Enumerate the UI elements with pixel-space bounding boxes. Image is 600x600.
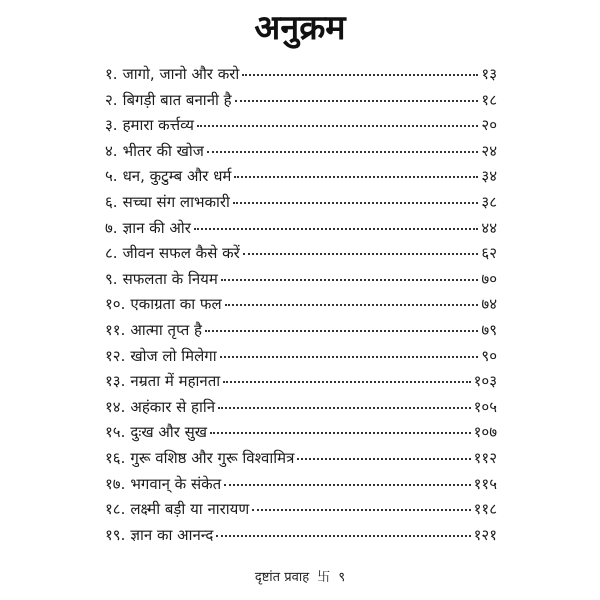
toc-entry-number: १४. [105,397,126,416]
dot-leader [205,330,478,332]
toc-entry-title: भगवान् के संकेत [130,474,222,493]
toc-entry-page: ९० [481,346,497,365]
toc-entry-number: १३. [105,372,126,391]
toc-entry-page: १८ [481,90,497,109]
dot-leader [235,100,479,102]
toc-entry[interactable] [105,397,497,423]
footer-book-title: दृष्टांत प्रवाह [254,570,310,585]
toc-entry-title: ज्ञान की ओर [122,218,191,237]
toc-entry-number: ३. [105,116,118,135]
toc-entry-title: एकाग्रता का फल [130,295,222,314]
toc-entry-number: १०. [105,295,126,314]
footer-page-number: ९ [338,570,346,585]
toc-entry-title: बिगड़ी बात बनानी है [122,90,232,109]
toc-entry-page: ७४ [481,295,497,314]
toc-entry[interactable] [105,499,497,525]
toc-entry-title: हमारा कर्त्तव्य [122,116,194,135]
dot-leader [220,356,479,358]
dot-leader [223,381,470,383]
toc-entry-title: जीवन सफल कैसे करें [122,244,240,263]
toc-entry-page: ११५ [473,474,497,493]
toc-entry-page: १०७ [473,423,497,442]
toc-entry[interactable] [105,115,497,141]
toc-entry[interactable] [105,243,497,269]
toc-entry-number: १२. [105,346,126,365]
dot-leader [218,407,471,409]
toc-entry[interactable] [105,320,497,346]
toc-entry-number: १९. [105,525,126,544]
toc-entry[interactable] [105,346,497,372]
toc-entry[interactable] [105,422,497,448]
toc-entry-number: ८. [105,244,118,263]
dot-leader [210,432,471,434]
toc-entry-number: १६. [105,448,126,467]
toc-entry-title: दुःख और सुख [130,423,208,442]
toc-entry-number: ४. [105,141,118,160]
dot-leader [216,535,470,537]
toc-entry-title: खोज लो मिलेगा [130,346,217,365]
toc-entry-page: ७० [481,269,497,288]
toc-entry-title: गुरू वशिष्ठ और गुरू विश्वामित्र [130,448,295,467]
toc-entry[interactable] [105,371,497,397]
dot-leader [234,176,478,178]
toc-entry-page: २० [481,116,497,135]
dot-leader [197,125,478,127]
dot-leader [252,509,470,511]
toc-entry[interactable] [105,90,497,116]
toc-entry[interactable] [105,218,497,244]
toc-entry[interactable] [105,294,497,320]
toc-entry-number: १५. [105,423,126,442]
toc-entry-page: १०३ [473,372,497,391]
toc-entry[interactable] [105,166,497,192]
toc-entry-page: १३ [481,65,497,83]
toc-entry-page: ६२ [481,244,497,263]
toc-entry-number: ९. [105,269,118,288]
toc-entry-title: सफलता के नियम [122,269,218,288]
dot-leader [225,304,479,306]
page-title: अनुक्रम [254,8,346,48]
dot-leader [233,202,478,204]
toc-entry-page: ३८ [481,192,497,211]
table-of-contents [105,64,497,550]
toc-entry-title: नम्रता में महानता [130,372,221,391]
toc-entry-number: ७. [105,218,118,237]
toc-entry-number: १. [105,65,118,83]
toc-entry-page: ३४ [481,167,497,186]
toc-entry-number: ५. [105,167,118,186]
toc-entry-title: आत्मा तृप्त है [130,320,202,339]
dot-leader [194,228,479,230]
dot-leader [242,74,478,76]
dot-leader [221,279,479,281]
toc-entry-number: २. [105,90,118,109]
toc-entry-title: ज्ञान का आनन्द [130,525,214,544]
toc-entry-title: सच्चा संग लाभकारी [122,192,230,211]
toc-entry[interactable] [105,64,497,90]
toc-entry-title: जागो, जानो और करो [122,65,240,83]
toc-entry-title: भीतर की खोज [122,141,204,160]
toc-entry-title: धन, कुटुम्ब और धर्म [122,167,232,186]
toc-entry-number: १७. [105,474,126,493]
toc-entry[interactable] [105,141,497,167]
toc-entry-page: १२१ [473,525,497,544]
toc-entry-title: अहंकार से हानि [130,397,216,416]
swastika-icon: 卐 [317,570,331,585]
toc-entry-page: ११२ [473,448,497,467]
toc-entry[interactable] [105,525,497,551]
toc-entry-page: ७९ [481,320,497,339]
dot-leader [224,484,470,486]
toc-entry-page: ४४ [481,218,497,237]
dot-leader [243,253,479,255]
dot-leader [207,151,478,153]
toc-entry-page: २४ [481,141,497,160]
toc-entry-number: १८. [105,500,126,519]
toc-entry[interactable] [105,269,497,295]
dot-leader [297,458,470,460]
toc-entry[interactable] [105,192,497,218]
toc-entry-number: ११. [105,320,126,339]
toc-entry[interactable] [105,448,497,474]
toc-entry-number: ६. [105,192,118,211]
page-footer [0,568,600,588]
toc-entry-title: लक्ष्मी बड़ी या नारायण [130,500,250,519]
toc-entry-page: ११८ [473,500,497,519]
toc-entry-page: १०५ [473,397,497,416]
toc-entry[interactable] [105,474,497,500]
